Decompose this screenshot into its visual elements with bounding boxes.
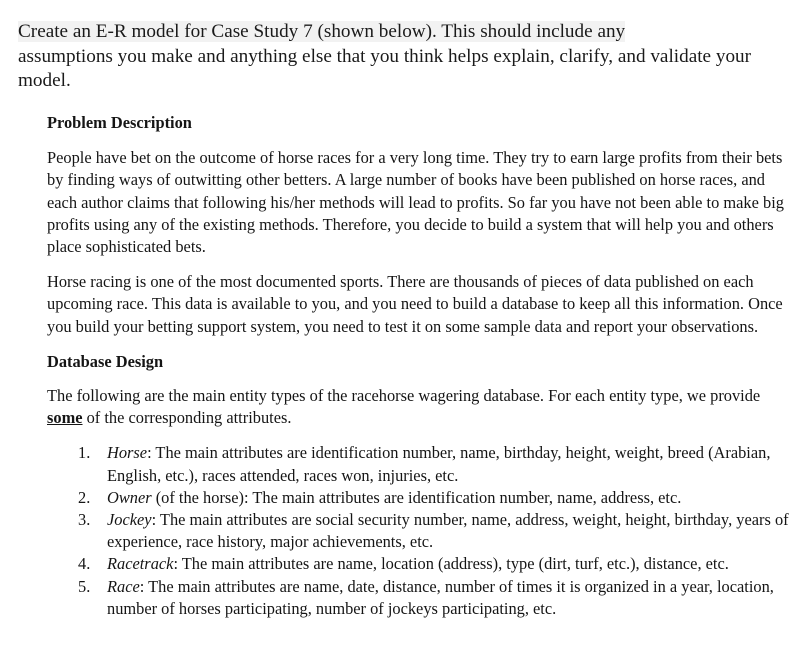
assignment-prompt <box>18 20 793 94</box>
case-study-document <box>47 112 795 620</box>
entity-name: Racetrack <box>107 554 174 574</box>
entity-name: Horse <box>107 443 148 463</box>
list-item: 3. Jockey: The main attributes are social security number, name, address, weight, height, birthday, years of experience, race history, major achievements, etc. <box>78 510 789 552</box>
entity-name: Race <box>107 576 140 596</box>
list-item: 2. Owner (of the horse): The main attributes are identification number, name, address, etc. <box>78 487 682 507</box>
list-item: 5. Race: The main attributes are name, date, distance, number of times it is organized in a year, location, number of horses participating, number of jockeys participating, etc. <box>78 576 774 618</box>
design-intro-paragraph: The following are the main entity types of the racehorse wagering database. For each entity type, we provide some of the corresponding attributes. <box>47 386 761 428</box>
entity-name: Jockey <box>107 510 152 530</box>
problem-paragraph-1: People have bet on the outcome of horse races for a very long time. They try to earn large profits from their bets by finding ways of outwitting other betters. A large number of books have been published on horse races, and each author claims that following his/her methods will lead to profits. So far you have not been able to make big profits using any of the existing methods. Therefore, you decide to build a system that will help you and others place sophisticated bets. <box>47 148 784 257</box>
prompt-line-1: Create an E-R model for Case Study 7 (shown below). This should include any <box>18 21 626 42</box>
list-item: 1. Horse: The main attributes are identification number, name, birthday, height, weight, breed (Arabian, English, etc.), races attended, races won, injuries, etc. <box>78 443 771 485</box>
prompt-line-2: assumptions you make and anything else that you think helps explain, clarify, and validate your <box>18 45 752 67</box>
list-item: 4. Racetrack: The main attributes are name, location (address), type (dirt, turf, etc.), distance, etc. <box>78 554 729 574</box>
entity-list <box>47 442 795 620</box>
database-design-heading: Database Design <box>47 351 164 371</box>
problem-description-heading: Problem Description <box>47 113 192 132</box>
problem-paragraph-2: Horse racing is one of the most documented sports. There are thousands of pieces of data published on each upcoming race. This data is available to you, and you need to build a database to keep all this information. Once you build your betting support system, you need to test it on some sample data and report your observations. <box>47 272 783 336</box>
prompt-line-3: model. <box>18 70 71 91</box>
emphasis-some: some <box>47 408 83 428</box>
entity-name: Owner <box>107 487 152 507</box>
